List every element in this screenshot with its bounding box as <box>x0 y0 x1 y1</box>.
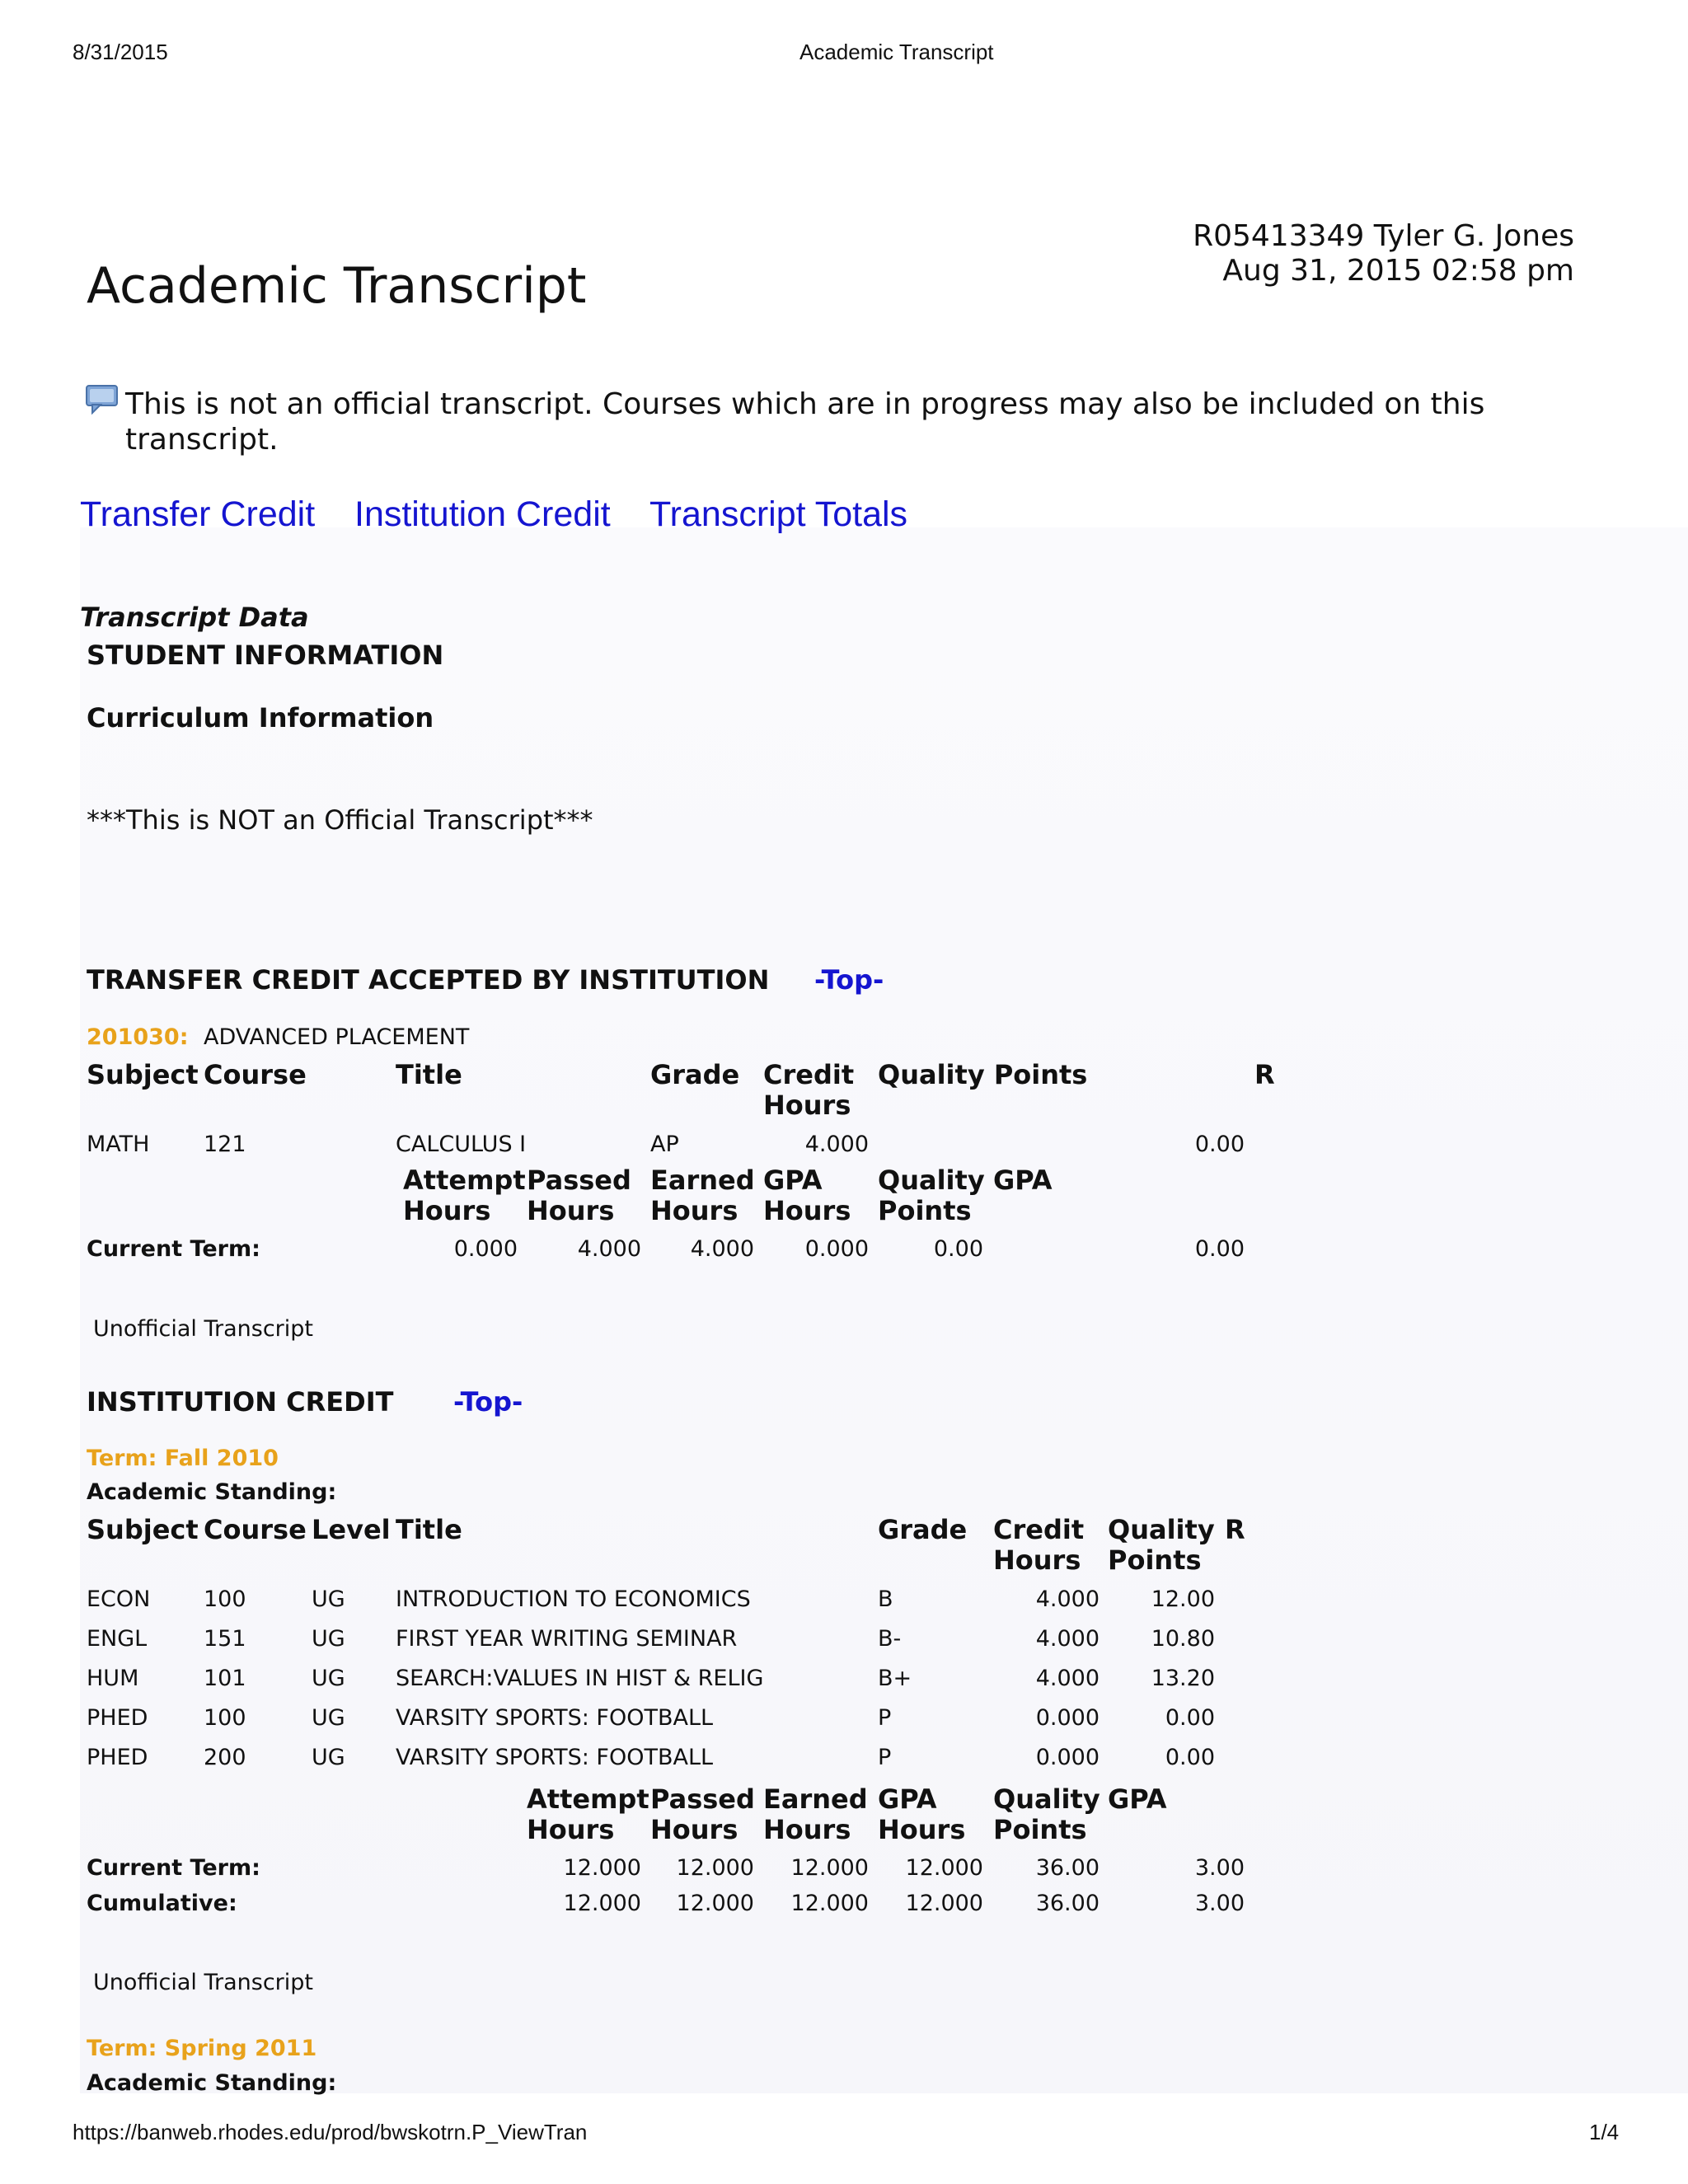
course-title: INTRODUCTION TO ECONOMICS <box>396 1586 751 1612</box>
course-subject: ECON <box>87 1586 151 1612</box>
inst-col-credit-hours: Credit Hours <box>993 1514 1085 1576</box>
course-level: UG <box>312 1666 345 1691</box>
inst-col-level: Level <box>312 1514 391 1545</box>
nav-institution-credit[interactable]: Institution Credit <box>354 494 611 534</box>
inst-cumulative-gpa: 3.00 <box>1194 1891 1245 1916</box>
col-r: R <box>1254 1059 1275 1090</box>
transfer-credit: 4.000 <box>804 1132 869 1157</box>
nav-transcript-totals[interactable]: Transcript Totals <box>649 494 908 534</box>
tot-quality-points: Quality Points <box>878 1165 985 1226</box>
course-quality: 0.00 <box>1165 1745 1215 1770</box>
course-subject: ENGL <box>87 1626 148 1652</box>
course-credit: 4.000 <box>1035 1626 1100 1652</box>
institution-unofficial-label: Unofficial Transcript <box>93 1970 313 1995</box>
inst-tot-gpa: GPA <box>1108 1783 1167 1815</box>
transfer-term-name: ADVANCED PLACEMENT <box>204 1024 470 1050</box>
tot-passed-hours: Passed Hours <box>527 1165 631 1226</box>
course-title: SEARCH:VALUES IN HIST & RELIG <box>396 1666 764 1691</box>
transfer-current-attempt: 0.000 <box>453 1236 518 1262</box>
inst-col-quality-points: Quality Points <box>1108 1514 1215 1576</box>
print-url: https://banweb.rhodes.edu/prod/bwskotrn.P_ViewTran <box>73 2120 588 2144</box>
transcript-data-label: Transcript Data <box>80 602 309 633</box>
course-credit: 0.000 <box>1035 1745 1100 1770</box>
transfer-current-term-label: Current Term: <box>87 1236 260 1262</box>
inst-col-grade: Grade <box>878 1514 968 1545</box>
inst-current-gpa: 3.00 <box>1194 1855 1245 1881</box>
transfer-current-passed: 4.000 <box>577 1236 641 1262</box>
inst-current-earned: 12.000 <box>790 1855 869 1881</box>
transfer-credit-heading: TRANSFER CREDIT ACCEPTED BY INSTITUTION <box>87 964 770 996</box>
tot-attempt-hours: Attempt Hours <box>403 1165 526 1226</box>
inst-cumulative-label: Cumulative: <box>87 1891 237 1916</box>
inst-tot-quality-points: Quality Points <box>993 1783 1100 1845</box>
print-date: 8/31/2015 <box>73 40 168 64</box>
academic-standing-label: Academic Standing: <box>87 1479 337 1505</box>
col-title: Title <box>396 1059 462 1090</box>
tot-earned-hours: Earned Hours <box>650 1165 755 1226</box>
not-official-notice: ***This is NOT an Official Transcript*** <box>87 804 593 836</box>
col-grade: Grade <box>650 1059 740 1090</box>
notice-text: This is not an official transcript. Courses which are in progress may also be included on this transcript. <box>125 387 1485 457</box>
speech-bubble-icon <box>86 385 119 415</box>
inst-col-r: R <box>1225 1514 1245 1545</box>
print-page-number: 1/4 <box>1589 2120 1620 2144</box>
transfer-current-earned: 4.000 <box>690 1236 754 1262</box>
next-term: Term: Spring 2011 <box>87 2036 317 2061</box>
course-subject: PHED <box>87 1745 148 1770</box>
print-title: Academic Transcript <box>799 40 994 64</box>
course-credit: 4.000 <box>1035 1586 1100 1612</box>
course-number: 101 <box>204 1666 246 1691</box>
course-grade: P <box>878 1745 892 1770</box>
course-subject: HUM <box>87 1666 139 1691</box>
transfer-current-quality: 0.00 <box>933 1236 983 1262</box>
course-number: 100 <box>204 1705 246 1731</box>
report-timestamp: Aug 31, 2015 02:58 pm <box>1222 254 1574 288</box>
inst-current-quality: 36.00 <box>1035 1855 1100 1881</box>
institution-top-link[interactable]: -Top- <box>453 1386 523 1418</box>
inst-current-gpa-hours: 12.000 <box>905 1855 983 1881</box>
next-academic-standing-label: Academic Standing: <box>87 2070 337 2096</box>
course-quality: 13.20 <box>1151 1666 1215 1691</box>
course-number: 151 <box>204 1626 246 1652</box>
transfer-unofficial-label: Unofficial Transcript <box>93 1316 313 1342</box>
col-course: Course <box>204 1059 307 1090</box>
transfer-quality: 0.00 <box>1194 1132 1245 1157</box>
tot-gpa-hours: GPA Hours <box>763 1165 851 1226</box>
transfer-course: 121 <box>204 1132 246 1157</box>
institution-term: Term: Fall 2010 <box>87 1446 279 1471</box>
inst-tot-earned-hours: Earned Hours <box>763 1783 868 1845</box>
inst-cumulative-quality: 36.00 <box>1035 1891 1100 1916</box>
nav-transfer-credit[interactable]: Transfer Credit <box>80 494 316 534</box>
course-credit: 0.000 <box>1035 1705 1100 1731</box>
course-title: VARSITY SPORTS: FOOTBALL <box>396 1705 714 1731</box>
course-level: UG <box>312 1705 345 1731</box>
page-title: Academic Transcript <box>87 257 587 315</box>
course-grade: B <box>878 1586 893 1612</box>
course-credit: 4.000 <box>1035 1666 1100 1691</box>
student-id-name: R05413349 Tyler G. Jones <box>1193 219 1574 253</box>
inst-current-term-label: Current Term: <box>87 1855 260 1881</box>
course-grade: B- <box>878 1626 902 1652</box>
inst-current-attempt: 12.000 <box>563 1855 641 1881</box>
inst-col-subject: Subject <box>87 1514 199 1545</box>
transfer-top-link[interactable]: -Top- <box>814 964 884 996</box>
course-number: 100 <box>204 1586 246 1612</box>
inst-current-passed: 12.000 <box>676 1855 754 1881</box>
transfer-term-code: 201030: <box>87 1024 189 1050</box>
course-level: UG <box>312 1586 345 1612</box>
col-subject: Subject <box>87 1059 199 1090</box>
inst-tot-attempt-hours: Attempt Hours <box>527 1783 649 1845</box>
course-quality: 10.80 <box>1151 1626 1215 1652</box>
course-title: FIRST YEAR WRITING SEMINAR <box>396 1626 738 1652</box>
course-quality: 0.00 <box>1165 1705 1215 1731</box>
col-quality-points: Quality Points <box>878 1059 1088 1090</box>
course-grade: P <box>878 1705 892 1731</box>
inst-tot-passed-hours: Passed Hours <box>650 1783 755 1845</box>
course-title: VARSITY SPORTS: FOOTBALL <box>396 1745 714 1770</box>
inst-col-title: Title <box>396 1514 462 1545</box>
course-level: UG <box>312 1745 345 1770</box>
inst-col-course: Course <box>204 1514 307 1545</box>
transfer-subject: MATH <box>87 1132 150 1157</box>
tot-gpa: GPA <box>993 1165 1053 1196</box>
inst-cumulative-attempt: 12.000 <box>563 1891 641 1916</box>
course-level: UG <box>312 1626 345 1652</box>
institution-credit-heading: INSTITUTION CREDIT <box>87 1386 394 1418</box>
inst-cumulative-gpa-hours: 12.000 <box>905 1891 983 1916</box>
transfer-grade: AP <box>650 1132 679 1157</box>
transfer-current-gpa: 0.00 <box>1194 1236 1245 1262</box>
student-information-heading: STUDENT INFORMATION <box>87 640 444 671</box>
transfer-current-gpa-hours: 0.000 <box>804 1236 869 1262</box>
inst-cumulative-earned: 12.000 <box>790 1891 869 1916</box>
course-quality: 12.00 <box>1151 1586 1215 1612</box>
course-subject: PHED <box>87 1705 148 1731</box>
inst-tot-gpa-hours: GPA Hours <box>878 1783 966 1845</box>
transfer-title: CALCULUS I <box>396 1132 527 1157</box>
col-credit-hours: Credit Hours <box>763 1059 855 1121</box>
curriculum-information-heading: Curriculum Information <box>87 702 434 733</box>
inst-cumulative-passed: 12.000 <box>676 1891 754 1916</box>
course-number: 200 <box>204 1745 246 1770</box>
course-grade: B+ <box>878 1666 912 1691</box>
